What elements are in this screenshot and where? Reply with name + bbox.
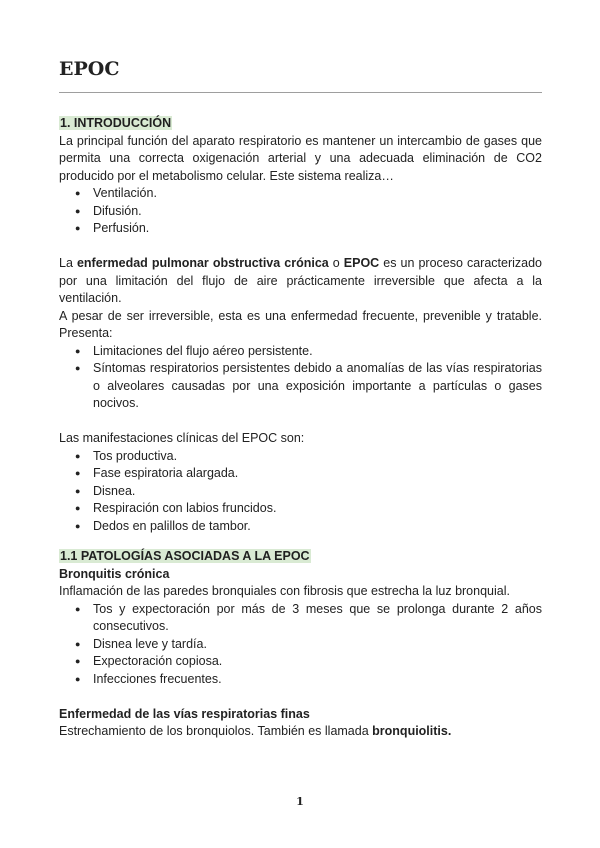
list-item: ● Limitaciones del flujo aéreo persistente. bbox=[59, 343, 542, 361]
vias-finas-text bbox=[59, 723, 542, 741]
section-heading-introduccion-text: 1. INTRODUCCIÓN bbox=[60, 116, 172, 130]
intro-list bbox=[59, 185, 542, 238]
epoc-def-bold-acronym: EPOC bbox=[343, 256, 380, 270]
list-item: ● Síntomas respiratorios persistentes debido a anomalías de las vías respiratorias o alveolares causadas por una exposición importante a partículas o gases nocivos. bbox=[59, 360, 542, 413]
epoc-def-text: es un proceso caracterizado por una limitación del flujo de aire prácticamente irreversible que afecta a la ventilación. bbox=[59, 256, 542, 305]
epoc-definition bbox=[59, 255, 542, 308]
list-item: ● Respiración con labios fruncidos. bbox=[59, 500, 542, 518]
list-item: ● Expectoración copiosa. bbox=[59, 653, 542, 671]
list-item: ● Tos productiva. bbox=[59, 448, 542, 466]
list-item: ● Dedos en palillos de tambor. bbox=[59, 518, 542, 536]
section-heading-patologias bbox=[59, 548, 542, 566]
manifestaciones-list bbox=[59, 448, 542, 536]
section-heading-patologias-text: 1.1 PATOLOGÍAS ASOCIADAS A LA EPOC bbox=[60, 549, 310, 563]
vias-finas-subheading: Enfermedad de las vías respiratorias finas bbox=[59, 706, 310, 721]
list-item: ● Disnea leve y tardía. bbox=[59, 636, 542, 654]
bronquitis-description: Inflamación de las paredes bronquiales con fibrosis que estrecha la luz bronquial. bbox=[59, 584, 510, 598]
intro-paragraph: La principal función del aparato respiratorio es mantener un intercambio de gases que permita una correcta oxigenación arterial y una adecuada eliminación de CO2 producido por el metabolismo celular. Este sistema realiza… bbox=[59, 133, 542, 183]
document-page bbox=[59, 56, 542, 741]
intro-paragraph-2: A pesar de ser irreversible, esta es una enfermedad frecuente, prevenible y tratable. Presenta: bbox=[59, 308, 542, 340]
bronquitis-subheading: Bronquitis crónica bbox=[59, 566, 170, 581]
list-item: ● Tos y expectoración por más de 3 meses que se prolonga durante 2 años consecutivos. bbox=[59, 601, 542, 636]
page-number: 1 bbox=[296, 795, 304, 808]
epoc-def-text: o bbox=[328, 256, 344, 270]
epoc-def-bold-term: enfermedad pulmonar obstructiva crónica bbox=[76, 256, 329, 270]
section-heading-introduccion bbox=[59, 115, 542, 133]
bronquitis-list bbox=[59, 601, 542, 689]
presenta-list bbox=[59, 343, 542, 413]
list-item: ● Perfusión. bbox=[59, 220, 542, 238]
vias-finas-bold-term: bronquiolitis. bbox=[372, 724, 452, 738]
list-item: ● Difusión. bbox=[59, 203, 542, 221]
list-item: ● Infecciones frecuentes. bbox=[59, 671, 542, 689]
list-item: ● Fase espiratoria alargada. bbox=[59, 465, 542, 483]
manifestaciones-intro: Las manifestaciones clínicas del EPOC son: bbox=[59, 431, 305, 445]
vias-finas-plain: Estrechamiento de los bronquiolos. También es llamada bbox=[59, 724, 373, 738]
epoc-def-text: La bbox=[59, 256, 77, 270]
document-title: EPOC bbox=[59, 58, 120, 80]
list-item: ● Disnea. bbox=[59, 483, 542, 501]
list-item: ● Ventilación. bbox=[59, 185, 542, 203]
